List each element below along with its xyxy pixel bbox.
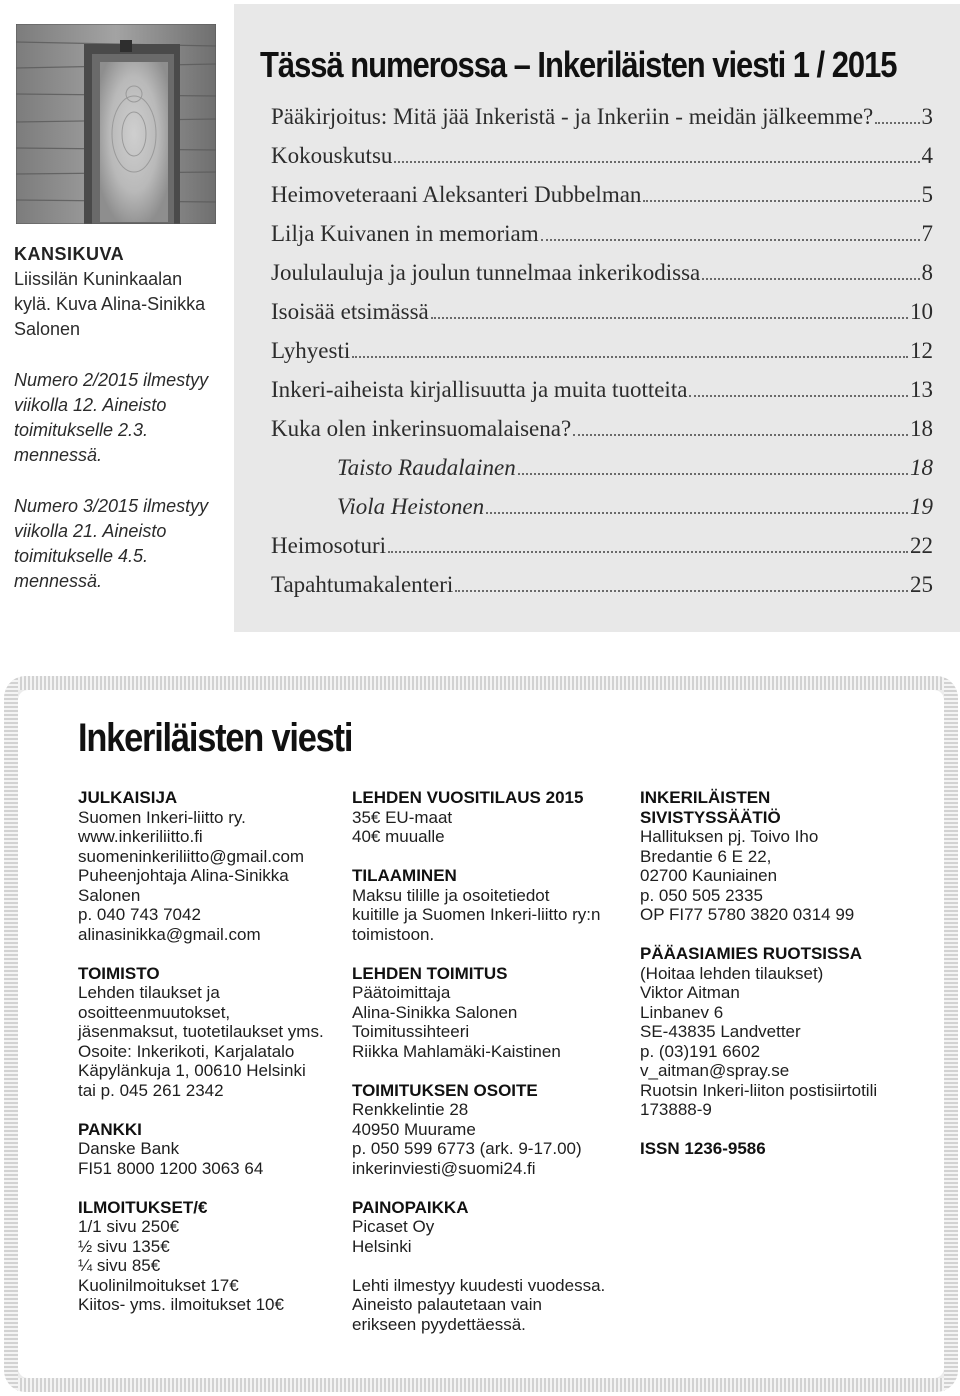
colophon-block-heading: LEHDEN VUOSITILAUS 2015 — [352, 788, 584, 807]
colophon-block — [640, 944, 910, 1120]
colophon-line: 40€ muualle — [352, 827, 445, 846]
border-pattern — [4, 1378, 958, 1392]
colophon-line: Salonen — [78, 885, 141, 905]
toc-dot-leader — [689, 395, 908, 397]
toc-entry-page: 18 — [910, 455, 933, 480]
colophon-line: osoitteenmuutokset, — [78, 1002, 231, 1022]
colophon-block — [78, 1198, 340, 1315]
toc-entry-title: Lilja Kuivanen in memoriam — [271, 221, 539, 246]
colophon-line: Riikka Mahlamäki-Kaistinen — [352, 1041, 561, 1061]
cover-caption-line: Salonen — [14, 319, 81, 339]
toc-entry — [271, 104, 933, 143]
toc-dot-leader — [541, 239, 920, 241]
toc-entry — [271, 338, 933, 377]
colophon-block-heading: TOIMITUKSEN OSOITE — [352, 1080, 538, 1100]
colophon-block-heading: SIVISTYSSÄÄTIÖ — [640, 807, 781, 827]
toc-dot-leader — [455, 590, 908, 592]
colophon-block-heading: TOIMISTO — [78, 963, 160, 983]
cover-caption-line: Liissilän Kuninkaalan — [14, 269, 183, 289]
cover-caption-line: kylä. Kuva Alina-Sinikka — [14, 294, 206, 314]
toc-dot-leader — [394, 161, 919, 163]
toc-dot-leader — [643, 200, 919, 202]
colophon-line: 1/1 sivu 250€ — [78, 1217, 180, 1236]
colophon-line: ¼ sivu 85€ — [78, 1256, 161, 1275]
next-issue-note — [14, 368, 226, 468]
colophon-line: p. 050 505 2335 — [640, 885, 763, 905]
colophon-line: (Hoitaa lehden tilaukset) — [640, 963, 824, 983]
colophon-block — [352, 964, 628, 1062]
colophon-line: jäsenmaksut, tuotetilaukset yms. — [78, 1022, 324, 1041]
colophon-block — [352, 788, 628, 847]
toc-entry — [271, 416, 933, 455]
toc-entry-page: 10 — [910, 299, 933, 324]
toc-dot-leader — [431, 317, 908, 319]
toc-entry — [271, 182, 933, 221]
colophon-line: www.inkeriliitto.fi — [78, 827, 203, 846]
toc-entry — [271, 260, 933, 299]
colophon-line: Viktor Aitman — [640, 983, 740, 1002]
colophon-block — [640, 1139, 910, 1159]
next-issue-note — [14, 494, 226, 594]
toc-entry-page: 5 — [921, 182, 933, 207]
colophon-block-heading: ILMOITUKSET/€ — [78, 1197, 208, 1217]
table-of-contents — [234, 4, 960, 632]
colophon-line: 173888-9 — [640, 1100, 712, 1119]
colophon-line: p. (03)191 6602 — [640, 1041, 761, 1061]
border-pattern — [4, 676, 18, 1392]
colophon-block — [78, 788, 340, 944]
colophon-line: p. 040 743 7042 — [78, 905, 201, 924]
colophon-line: 35€ EU-maat — [352, 807, 453, 827]
issue-note-line: viikolla 12. Aineisto — [14, 395, 167, 415]
colophon-line: Lehti ilmestyy kuudesti vuodessa. — [352, 1275, 606, 1295]
colophon-line: p. 050 599 6773 (ark. 9-17.00) — [352, 1139, 582, 1158]
colophon-line: inkerinviesti@suomi24.fi — [352, 1158, 536, 1178]
toc-entry-title: Kokouskutsu — [271, 143, 393, 168]
colophon-block — [640, 788, 910, 925]
toc-entry-title: Lyhyesti — [271, 338, 351, 363]
issue-note-line: Numero 3/2015 ilmestyy — [14, 496, 209, 516]
colophon-block-heading: ISSN 1236-9586 — [640, 1139, 766, 1158]
colophon-line: Osoite: Inkerikoti, Karjalatalo — [78, 1041, 295, 1061]
colophon-line: Renkkelintie 28 — [352, 1100, 469, 1119]
toc-entry-title: Taisto Raudalainen — [337, 455, 516, 480]
border-pattern — [944, 676, 958, 1392]
colophon-line: 02700 Kauniainen — [640, 866, 778, 885]
toc-dot-leader — [875, 122, 919, 124]
colophon-line: Päätoimittaja — [352, 983, 451, 1002]
issue-note-line: viikolla 21. Aineisto — [14, 521, 167, 541]
colophon-block-heading: LEHDEN TOIMITUS — [352, 963, 508, 983]
colophon-line: Toimitussihteeri — [352, 1022, 470, 1041]
toc-dot-leader — [518, 473, 908, 475]
toc-entry-page: 7 — [921, 221, 933, 246]
toc-entry — [271, 377, 933, 416]
colophon-column — [352, 788, 628, 1354]
colophon-block-heading: JULKAISIJA — [78, 788, 178, 807]
colophon-line: v_aitman@spray.se — [640, 1061, 790, 1080]
issue-note-line: mennessä. — [14, 445, 103, 465]
colophon-line: Hallituksen pj. Toivo Iho — [640, 827, 819, 846]
colophon-line: Linbanev 6 — [640, 1002, 724, 1022]
colophon-line: Kuolinilmoitukset 17€ — [78, 1275, 239, 1295]
colophon-line: Kiitos- yms. ilmoitukset 10€ — [78, 1295, 284, 1314]
toc-list — [271, 104, 933, 611]
toc-dot-leader — [352, 356, 908, 358]
toc-entry — [271, 494, 933, 533]
toc-entry-title: Viola Heistonen — [337, 494, 485, 519]
colophon-line: Lehden tilaukset ja — [78, 983, 220, 1002]
colophon-line: Bredantie 6 E 22, — [640, 846, 772, 866]
toc-entry-title: Heimosoturi — [271, 533, 386, 558]
colophon-line: Suomen Inkeri-liitto ry. — [78, 807, 246, 827]
colophon-line: OP FI77 5780 3820 0314 99 — [640, 905, 855, 924]
colophon-block — [352, 1198, 628, 1257]
toc-entry-title: Inkeri-aiheista kirjallisuutta ja muita tuotteita — [271, 377, 688, 402]
colophon-block-heading: PANKKI — [78, 1119, 142, 1139]
toc-dot-leader — [573, 434, 908, 436]
cover-caption — [14, 242, 224, 342]
colophon-block — [78, 1120, 340, 1179]
toc-entry-page: 19 — [910, 494, 933, 519]
toc-entry-title: Pääkirjoitus: Mitä jää Inkeristä - ja Inkeriin - meidän jälkeemme? — [271, 104, 874, 129]
toc-entry-page: 22 — [910, 533, 933, 558]
colophon-line: Picaset Oy — [352, 1217, 435, 1236]
colophon-line: Danske Bank — [78, 1139, 180, 1158]
toc-dot-leader — [388, 551, 908, 553]
colophon-line: toimistoon. — [352, 924, 435, 944]
colophon-line: Ruotsin Inkeri-liiton postisiirtotili — [640, 1080, 878, 1100]
toc-entry — [271, 299, 933, 338]
colophon-block — [352, 1081, 628, 1179]
toc-entry-page: 4 — [921, 143, 933, 168]
colophon-block — [78, 964, 340, 1101]
toc-entry-title: Isoisää etsimässä — [271, 299, 429, 324]
colophon-line: kuitille ja Suomen Inkeri-liitto ry:n — [352, 905, 601, 924]
cover-photo-image — [16, 24, 216, 224]
toc-dot-leader — [702, 278, 919, 280]
border-pattern — [4, 676, 958, 690]
toc-entry — [271, 572, 933, 611]
issue-note-line: mennessä. — [14, 571, 103, 591]
colophon-column — [78, 788, 340, 1334]
toc-entry-page: 8 — [921, 260, 933, 285]
issue-note-line: Numero 2/2015 ilmestyy — [14, 370, 209, 390]
colophon-line: Helsinki — [352, 1236, 412, 1256]
colophon-line: suomeninkeriliitto@gmail.com — [78, 846, 305, 866]
toc-entry — [271, 533, 933, 572]
colophon-line: Puheenjohtaja Alina-Sinikka — [78, 866, 289, 885]
colophon-block — [352, 1276, 628, 1335]
cover-photo — [16, 24, 216, 224]
toc-entry-page: 3 — [921, 104, 933, 129]
colophon-line: Alina-Sinikka Salonen — [352, 1002, 518, 1022]
toc-dot-leader — [486, 512, 908, 514]
colophon-line: Käpylänkuja 1, 00610 Helsinki — [78, 1061, 306, 1080]
magazine-title: Inkeriläisten viesti — [78, 716, 353, 760]
colophon-line: FI51 8000 1200 3063 64 — [78, 1158, 264, 1178]
toc-entry-page: 25 — [910, 572, 933, 597]
colophon-line: 40950 Muurame — [352, 1119, 476, 1139]
colophon-line: Aineisto palautetaan vain — [352, 1295, 542, 1314]
colophon-line: erikseen pyydettäessä. — [352, 1314, 526, 1334]
toc-entry-page: 13 — [910, 377, 933, 402]
colophon-line: SE-43835 Landvetter — [640, 1022, 801, 1041]
colophon-block-heading: TILAAMINEN — [352, 866, 457, 885]
toc-entry-title: Joululauluja ja joulun tunnelmaa inkerikodissa — [271, 260, 701, 285]
cover-info-panel — [0, 0, 234, 632]
colophon-block — [352, 866, 628, 944]
colophon-line: alinasinikka@gmail.com — [78, 924, 261, 944]
issue-note-line: toimitukselle 2.3. — [14, 420, 149, 440]
contents-section — [0, 0, 960, 632]
toc-entry — [271, 221, 933, 260]
issue-note-line: toimitukselle 4.5. — [14, 546, 149, 566]
colophon-block-heading: INKERILÄISTEN — [640, 788, 771, 807]
colophon-line: ½ sivu 135€ — [78, 1236, 170, 1256]
toc-entry-page: 12 — [910, 338, 933, 363]
toc-entry-page: 18 — [910, 416, 933, 441]
colophon-block-heading: PAINOPAIKKA — [352, 1197, 469, 1217]
toc-entry-title: Kuka olen inkerinsuomalaisena? — [271, 416, 572, 441]
toc-entry-title: Heimoveteraani Aleksanteri Dubbelman — [271, 182, 642, 207]
colophon-block-heading: PÄÄASIAMIES RUOTSISSA — [640, 944, 862, 963]
toc-title: Tässä numerossa – Inkeriläisten viesti 1 / 2015 — [260, 44, 897, 85]
toc-entry-title: Tapahtumakalenteri — [271, 572, 454, 597]
colophon-column — [640, 788, 910, 1178]
cover-caption-heading: KANSIKUVA — [14, 244, 125, 264]
toc-entry — [271, 455, 933, 494]
colophon-line: Maksu tilille ja osoitetiedot — [352, 885, 550, 905]
colophon-line: tai p. 045 261 2342 — [78, 1080, 224, 1100]
toc-entry — [271, 143, 933, 182]
